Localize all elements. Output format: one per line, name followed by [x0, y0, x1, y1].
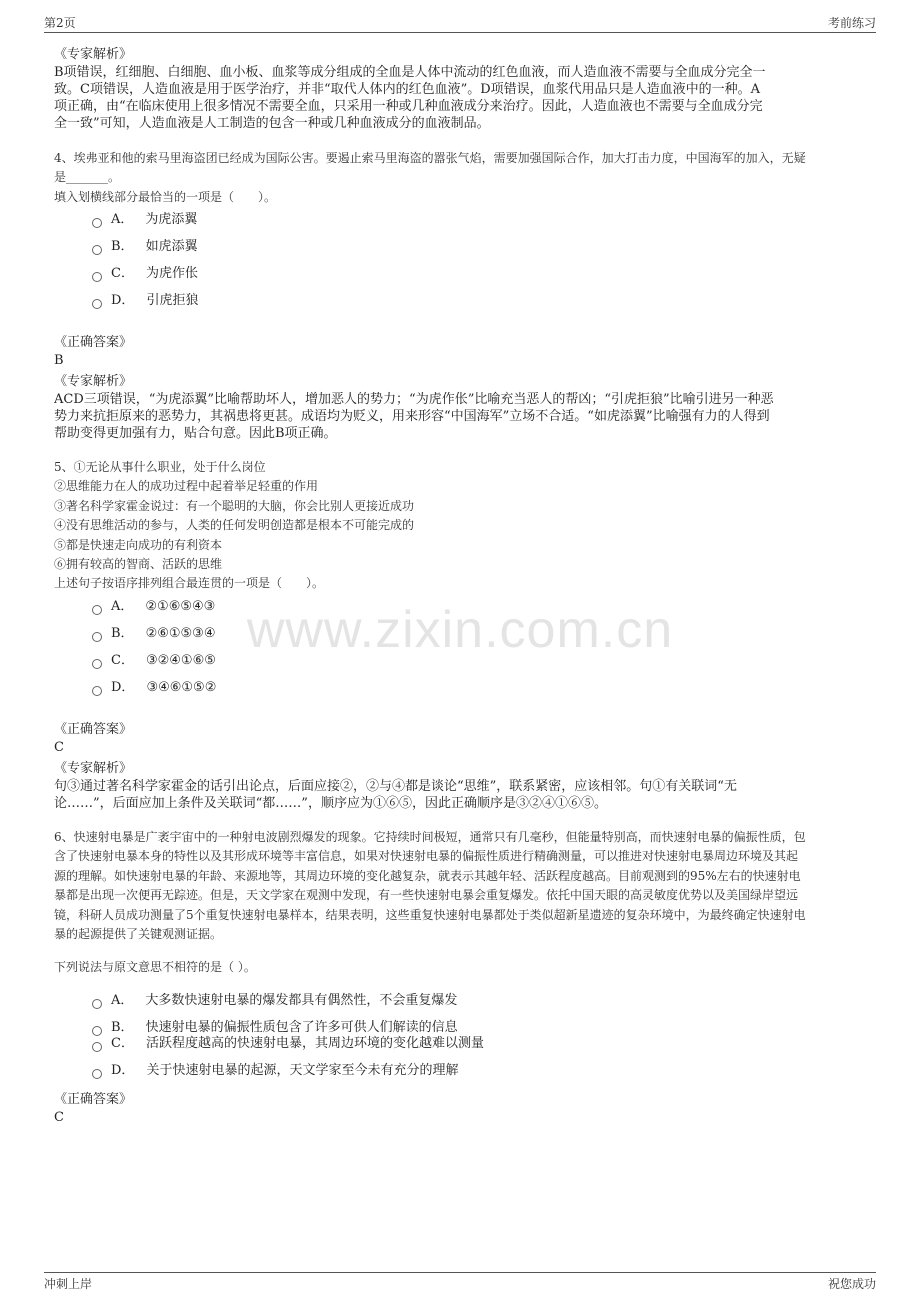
page-footer — [44, 1272, 876, 1291]
q5-analysis-label: 《专家解析》 — [54, 761, 133, 776]
stem-line: 暴都是出现一次便再无踪迹。但是，天文学家在观测中发现，有一些快速射电暴会重复爆发。依托中国天眼的高灵敏度优势以及美国绿岸望远 — [54, 888, 799, 903]
radio-button[interactable] — [92, 632, 102, 642]
radio-button[interactable] — [92, 686, 102, 696]
q4-option-a[interactable]: A． 为虎添翼 — [92, 211, 197, 229]
q6-option-c[interactable]: C． 活跃程度越高的快速射电暴，其周边环境的变化越难以测量 — [92, 1035, 484, 1053]
q6-option-a[interactable]: A． 大多数快速射电暴的爆发都具有偶然性，不会重复爆发 — [92, 992, 457, 1010]
q3-analysis — [54, 64, 866, 132]
radio-button[interactable] — [92, 999, 102, 1009]
header-title: 考前练习 — [827, 16, 876, 30]
analysis-line: 句③通过著名科学家霍金的话引出论点，后面应接②，②与④都是谈论“思维”，联系紧密，应该相邻。句①有关联词“无 — [54, 779, 737, 794]
stem-line: 6、快速射电暴是广袤宇宙中的一种射电波剧烈爆发的现象。它持续时间极短，通常只有几毫秒，但能量特别高，而快速射电暴的偏振性质，包 — [54, 830, 806, 844]
stem-line: 源的理解。如快速射电暴的年龄、来源地等，其周边环境的变化越复杂，就表示其越年轻、活跃程度越高。目前观测到的95%左右的快速射电 — [54, 868, 801, 883]
stem-line: 暴的起源提供了关键观测证据。 — [54, 927, 223, 942]
q6-answer: C — [54, 1110, 64, 1125]
q4-option-b[interactable]: B． 如虎添翼 — [92, 238, 198, 256]
q5-option-d[interactable]: D． ③④⑥①⑤② — [92, 679, 216, 697]
radio-button[interactable] — [92, 605, 102, 615]
footer-left-text: 冲刺上岸 — [44, 1277, 93, 1291]
stem-line: 5、①无论从事什么职业，处于什么岗位 — [54, 460, 266, 474]
analysis-line: 项正确，由“在临床使用上很多情况不需要全血，只采用一种或几种血液成分来治疗。因此，人造血液也不需要与全血成分完 — [54, 99, 763, 114]
radio-button[interactable] — [92, 1042, 102, 1052]
footer-right-text: 祝您成功 — [827, 1277, 876, 1291]
stem-line: 填入划横线部分最恰当的一项是（ ）。 — [54, 189, 277, 204]
stem-line: 是_______。 — [54, 170, 121, 185]
stem-line: ③著名科学家霍金说过：有一个聪明的大脑，你会比别人更接近成功 — [54, 498, 415, 513]
q5-answer: C — [54, 740, 64, 755]
q4-stem — [54, 149, 866, 207]
analysis-line: 全一致”可知，人造血液是人工制造的包含一种或几种血液成分的血液制品。 — [54, 116, 490, 131]
stem-line: ⑤都是快速走向成功的有利资本 — [54, 537, 223, 552]
q4-answer-label: 《正确答案》 — [54, 335, 133, 350]
q5-option-c[interactable]: C． ③②④①⑥⑤ — [92, 652, 216, 670]
q5-answer-label: 《正确答案》 — [54, 722, 133, 737]
q4-analysis-label: 《专家解析》 — [54, 374, 133, 389]
q6-stem — [54, 828, 866, 944]
q5-option-b[interactable]: B． ②⑥①⑤③④ — [92, 625, 216, 643]
analysis-line: 势力来抗拒原来的恶势力，其祸患将更甚。成语均为贬义，用来形容“中国海军”立场不合适。“如虎添翼”比喻强有力的人得到 — [54, 409, 770, 424]
analysis-line: 帮助变得更加强有力，贴合句意。因此B项正确。 — [54, 426, 337, 441]
q5-analysis — [54, 778, 866, 812]
q6-option-b[interactable]: B． 快速射电暴的偏振性质包含了许多可供人们解读的信息 — [92, 1019, 458, 1037]
q6-answer-label: 《正确答案》 — [54, 1092, 133, 1107]
stem-line: 上述句子按语序排列组合最连贯的一项是（ ）。 — [54, 576, 325, 591]
analysis-line: 致。C项错误，人造血液是用于医学治疗，并非“取代人体内的红色血液”。D项错误，血浆代用品只是人造血液中的一种。A — [54, 82, 761, 97]
analysis-line: B项错误，红细胞、白细胞、血小板、血浆等成分组成的全血是人体中流动的红色血液，而人造血液不需要与全血成分完全一 — [54, 65, 766, 80]
radio-button[interactable] — [92, 272, 102, 282]
q6-question: 下列说法与原文意思不相符的是（ ）。 — [54, 960, 256, 974]
analysis-line: ACD三项错误，“为虎添翼”比喻帮助坏人，增加恶人的势力；“为虎作伥”比喻充当恶人的帮凶；“引虎拒狼”比喻引进另一种恶 — [54, 392, 774, 407]
radio-button[interactable] — [92, 299, 102, 309]
page-header — [44, 14, 876, 33]
radio-button[interactable] — [92, 1069, 102, 1079]
q3-analysis-label: 《专家解析》 — [54, 47, 133, 62]
q4-answer: B — [54, 353, 64, 368]
stem-line: 4、埃弗亚和他的索马里海盗团已经成为国际公害。要遏止索马里海盗的嚣张气焰，需要加强国际合作，加大打击力度，中国海军的加入，无疑 — [54, 151, 806, 165]
q5-option-a[interactable]: A． ②①⑥⑤④③ — [92, 598, 215, 616]
analysis-line: 论……”，后面应加上条件及关联词“都……”，顺序应为①⑥⑤，因此正确顺序是③②④①⑥⑤。 — [54, 796, 607, 811]
q4-option-c[interactable]: C． 为虎作伥 — [92, 265, 198, 283]
radio-button[interactable] — [92, 218, 102, 228]
page-number: 第2页 — [44, 16, 76, 30]
radio-button[interactable] — [92, 659, 102, 669]
radio-button[interactable] — [92, 245, 102, 255]
q4-analysis — [54, 391, 866, 442]
q6-option-d[interactable]: D． 关于快速射电暴的起源，天文学家至今未有充分的理解 — [92, 1062, 458, 1080]
stem-line: 含了快速射电暴本身的特性以及其形成环境等丰富信息，如果对快速射电暴的偏振性质进行精确测量，可以推进对快速射电暴周边环境及其起 — [54, 849, 799, 864]
watermark: www.zixin.com.cn — [246, 601, 674, 659]
q5-stem — [54, 458, 866, 594]
stem-line: ⑥拥有较高的智商、活跃的思维 — [54, 557, 223, 572]
stem-line: ④没有思维活动的参与，人类的任何发明创造都是根本不可能完成的 — [54, 518, 415, 533]
stem-line: 镜，科研人员成功测量了5个重复快速射电暴样本，结果表明，这些重复快速射电暴都处于类似超新星遗迹的复杂环境中，为最终确定快速射电 — [54, 907, 806, 922]
q4-option-d[interactable]: D． 引虎拒狼 — [92, 292, 198, 310]
stem-line: ②思维能力在人的成功过程中起着举足轻重的作用 — [54, 479, 319, 494]
